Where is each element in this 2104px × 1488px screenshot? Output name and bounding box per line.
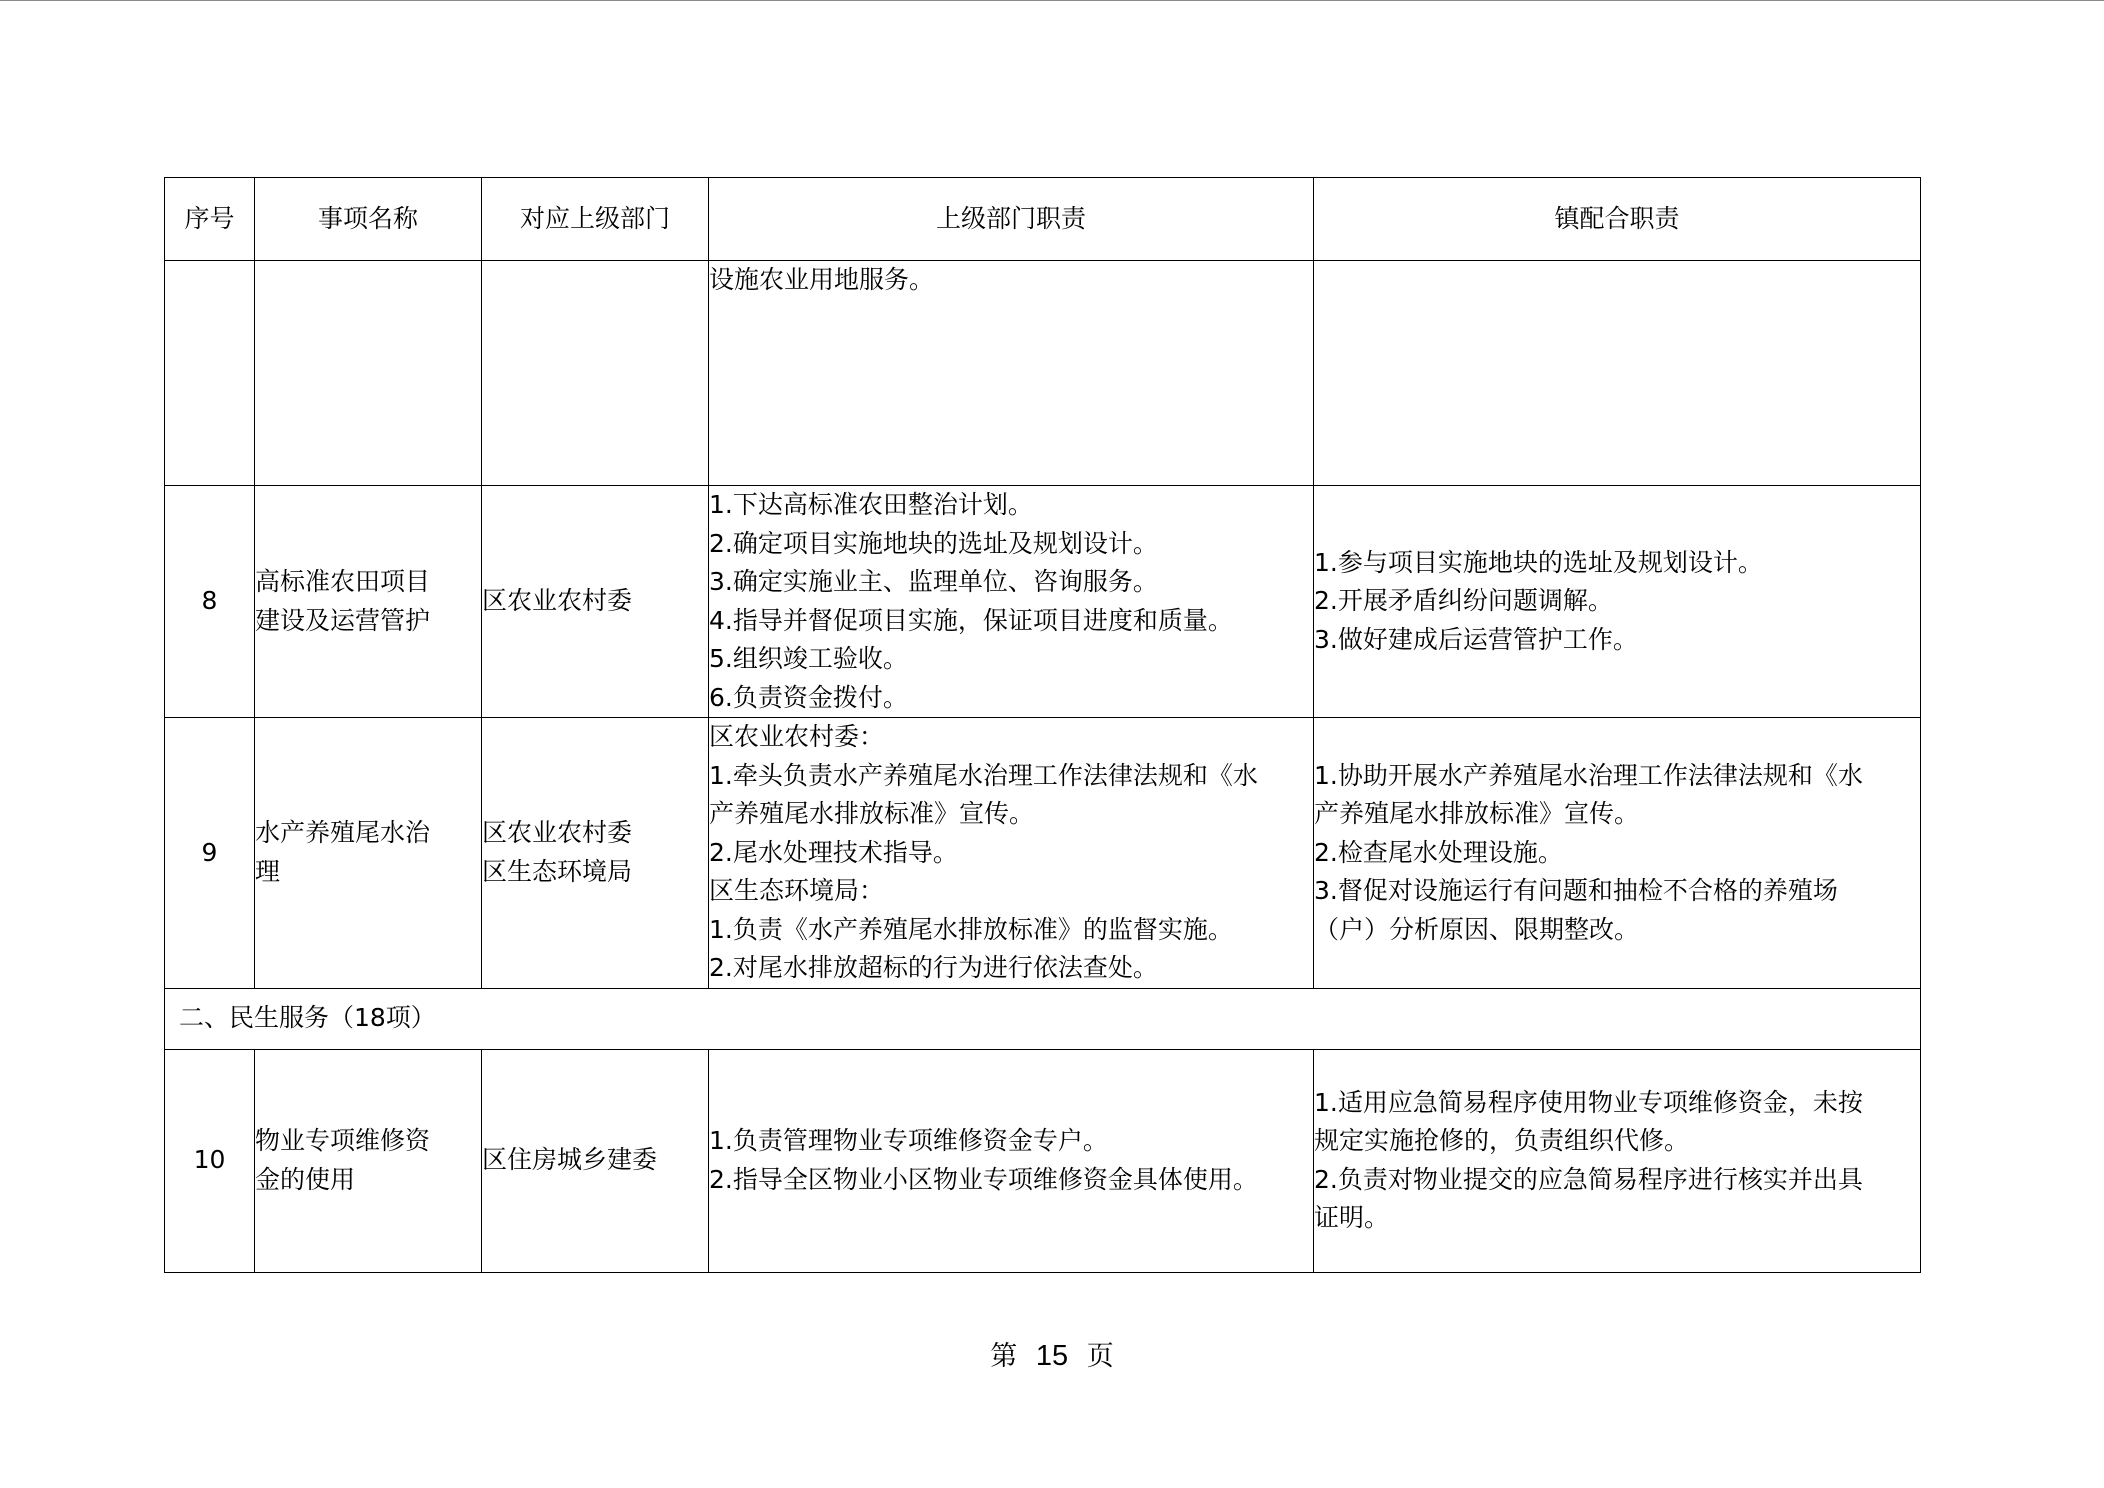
cell-item-name [255, 261, 482, 486]
cell-town-duties [1314, 486, 1921, 718]
section-title: 二、民生服务（18项） [165, 988, 1921, 1049]
item-name-line: 建设及运营管护 [255, 605, 431, 635]
header-item-name: 事项名称 [255, 178, 482, 261]
item-name-line: 水产养殖尾水治 [255, 818, 431, 848]
page-footer [0, 1334, 2104, 1373]
cell-item-name [255, 718, 482, 989]
duty-line: 3.督促对设施运行有问题和抽检不合格的养殖场 [1314, 876, 1838, 905]
cell-town-duties [1314, 261, 1921, 486]
cell-department [482, 718, 709, 989]
duty-line: 2.指导全区物业小区物业专项维修资金具体使用。 [709, 1164, 1258, 1194]
page-label-prefix: 第 [990, 1341, 1018, 1372]
header-serial-number: 序号 [165, 178, 255, 261]
item-name-line: 高标准农田项目 [255, 567, 431, 596]
cell-superior-duties [709, 261, 1314, 486]
cell-item-name [255, 486, 482, 718]
department-line: 区生态环境局 [482, 856, 633, 886]
duty-line: （户）分析原因、限期整改。 [1314, 914, 1640, 944]
cell-town-duties [1314, 718, 1921, 989]
cell-department [482, 1049, 709, 1272]
item-name-line: 理 [255, 856, 281, 886]
duties-table [164, 177, 1921, 1273]
duty-line: 1.牵头负责水产养殖尾水治理工作法律法规和《水 [709, 760, 1258, 790]
duty-line: 设施农业用地服务。 [709, 265, 935, 294]
duty-line: 2.对尾水排放超标的行为进行依法查处。 [709, 953, 1158, 982]
duty-line: 6.负责资金拨付。 [709, 682, 908, 712]
department-line: 区农业农村委 [482, 818, 633, 848]
duty-line: 3.做好建成后运营管护工作。 [1314, 624, 1638, 654]
header-superior-department: 对应上级部门 [482, 178, 709, 261]
page-number: 15 [1035, 1340, 1069, 1372]
cell-town-duties [1314, 1049, 1921, 1272]
duty-line: 2.检查尾水处理设施。 [1314, 837, 1563, 867]
page-top-rule [0, 0, 2104, 1]
duty-line: 1.适用应急简易程序使用物业专项维修资金，未按 [1314, 1087, 1863, 1117]
duty-line: 证明。 [1314, 1203, 1390, 1232]
cell-serial-number: 8 [165, 486, 255, 718]
duty-line: 2.确定项目实施地块的选址及规划设计。 [709, 528, 1158, 558]
duty-line: 2.负责对物业提交的应急简易程序进行核实并出具 [1314, 1164, 1863, 1194]
page-label-suffix: 页 [1086, 1341, 1114, 1372]
duty-line: 2.开展矛盾纠纷问题调解。 [1314, 586, 1613, 616]
table-row-continuation [165, 261, 1921, 486]
table-row-9 [165, 718, 1921, 989]
duty-line: 1.下达高标准农田整治计划。 [709, 490, 1033, 519]
duty-line: 1.负责管理物业专项维修资金专户。 [709, 1126, 1108, 1155]
cell-superior-duties [709, 718, 1314, 989]
department-line: 区农业农村委 [482, 586, 633, 616]
duty-line: 1.参与项目实施地块的选址及规划设计。 [1314, 547, 1763, 577]
duty-line: 4.指导并督促项目实施，保证项目进度和质量。 [709, 605, 1233, 635]
duty-line: 区农业农村委： [709, 722, 885, 751]
duty-line: 产养殖尾水排放标准》宣传。 [709, 799, 1035, 828]
cell-serial-number: 10 [165, 1049, 255, 1272]
duty-line: 产养殖尾水排放标准》宣传。 [1314, 799, 1640, 828]
cell-superior-duties [709, 1049, 1314, 1272]
table-row-10 [165, 1049, 1921, 1272]
cell-superior-duties [709, 486, 1314, 718]
section-row [165, 988, 1921, 1049]
item-name-line: 金的使用 [255, 1164, 356, 1194]
cell-serial-number [165, 261, 255, 486]
table-header-row [165, 178, 1921, 261]
duty-line: 1.负责《水产养殖尾水排放标准》的监督实施。 [709, 914, 1233, 944]
header-superior-duties: 上级部门职责 [709, 178, 1314, 261]
duty-line: 2.尾水处理技术指导。 [709, 837, 958, 867]
duty-line: 5.组织竣工验收。 [709, 644, 908, 673]
cell-item-name [255, 1049, 482, 1272]
duty-line: 规定实施抢修的，负责组织代修。 [1314, 1126, 1690, 1155]
cell-department [482, 261, 709, 486]
cell-serial-number: 9 [165, 718, 255, 989]
cell-department [482, 486, 709, 718]
duty-line: 1.协助开展水产养殖尾水治理工作法律法规和《水 [1314, 760, 1863, 790]
duty-line: 区生态环境局： [709, 876, 885, 905]
header-town-duties: 镇配合职责 [1314, 178, 1921, 261]
department-line: 区住房城乡建委 [482, 1145, 658, 1175]
duty-line: 3.确定实施业主、监理单位、咨询服务。 [709, 567, 1158, 596]
table-row-8 [165, 486, 1921, 718]
item-name-line: 物业专项维修资 [255, 1126, 431, 1155]
